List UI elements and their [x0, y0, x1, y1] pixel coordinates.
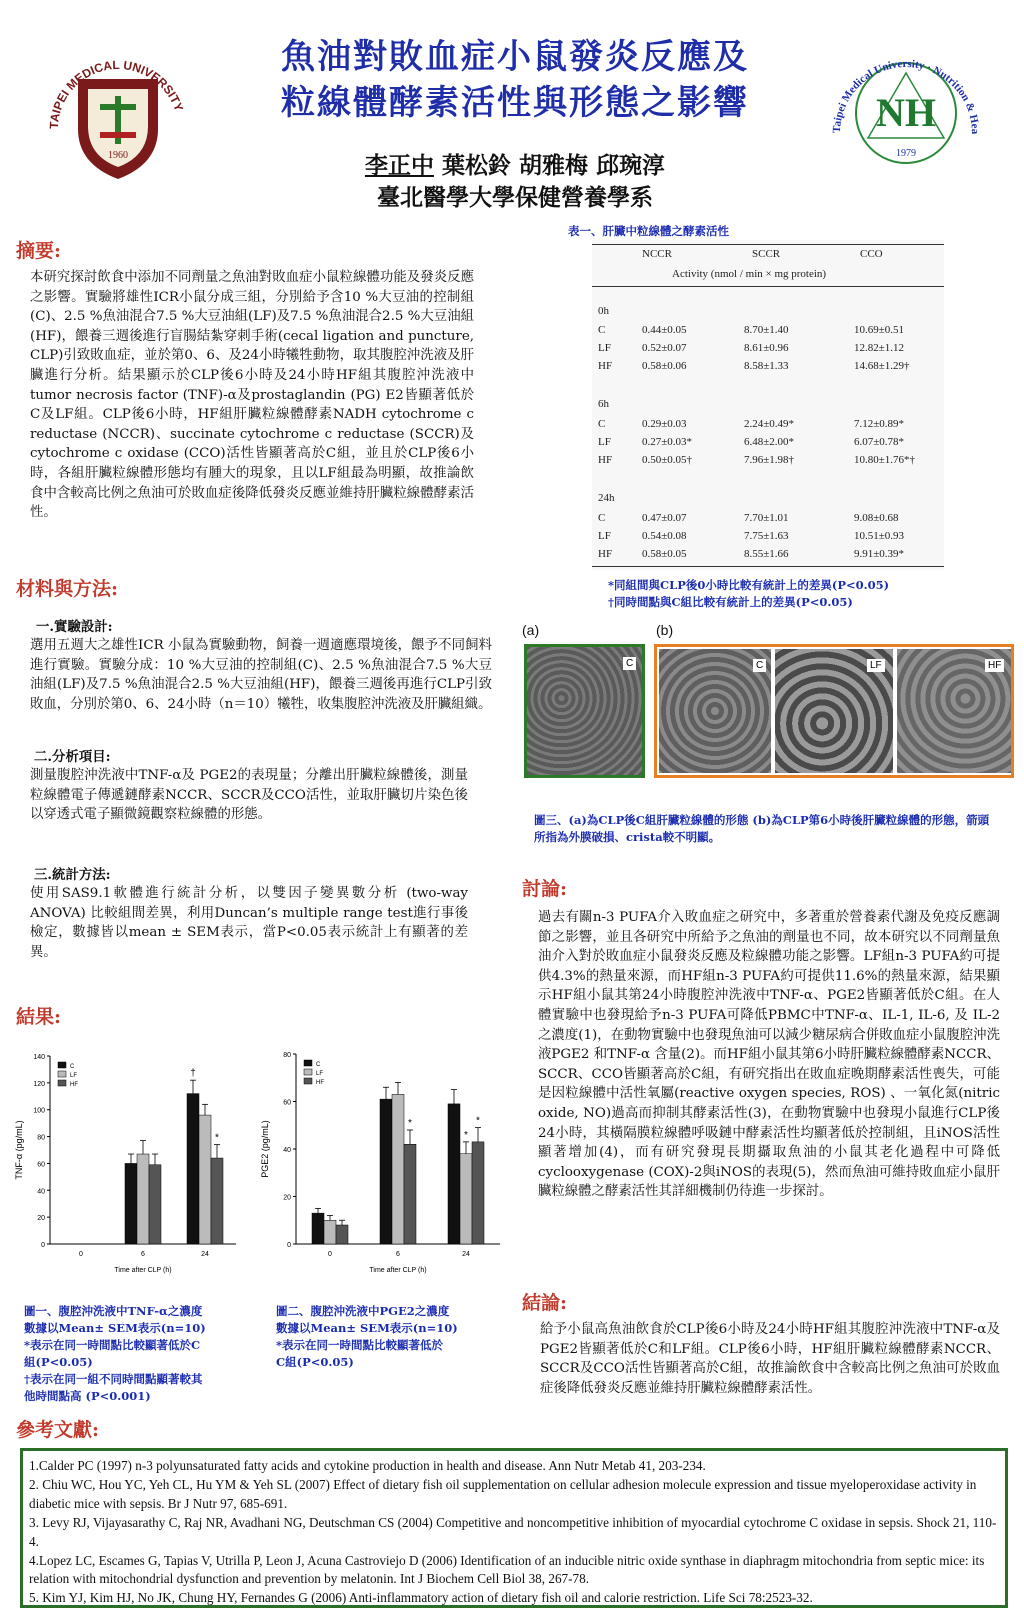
bar-c	[380, 1099, 392, 1244]
col-header: CCO	[860, 248, 883, 260]
references-heading: 參考文獻:	[16, 1419, 100, 1441]
results-heading: 結果:	[16, 1006, 62, 1028]
fig1-caption-line: †表示在同一組不同時間點顯著較其	[24, 1372, 203, 1386]
legend-swatch	[58, 1080, 66, 1086]
x-tick-label: 24	[201, 1251, 209, 1258]
bar-c	[448, 1104, 460, 1244]
fig3-label-a: (a)	[522, 622, 540, 638]
nh-logo	[826, 38, 986, 188]
significance-mark: *	[464, 1129, 468, 1141]
y-tick-label: 0	[41, 1242, 45, 1249]
y-tick-label: 120	[33, 1080, 45, 1088]
stats-title: 三.統計方法:	[34, 867, 111, 883]
title-line-2: 粒線體酵素活性與形態之影響	[281, 83, 749, 123]
fig1-caption-line: 他時間點高 (P<0.001)	[24, 1389, 151, 1403]
time-label: 24h	[598, 492, 615, 504]
panel-tag: LF	[867, 659, 885, 672]
table1-caption: 表一、肝臟中粒線體之酵素活性	[568, 224, 729, 238]
row-label: C	[598, 512, 606, 524]
cell: 12.82±1.12	[854, 342, 905, 354]
conclusion-text: 給予小鼠高魚油飲食於CLP後6小時及24小時HF組其腹腔沖洗液中TNF-α及PGE2皆顯著低於C和LF組。CLP後6小時，HF組肝臟粒線體酵素NCCR、SCCR及CCO活性皆顯著高於C組，故推論飲食中含較高比例之魚油可於敗血症後降低發炎反應並維持肝臟粒線體酵素活性。	[540, 1322, 1000, 1396]
row-label: C	[598, 418, 606, 430]
time-label: 6h	[598, 398, 609, 410]
reference-item: 3. Levy RJ, Vijayasarathy C, Raj NR, Avadhani NG, Deutschman CS (2004) Competitive and noncompetitive inhibition of myocardial cytochrome C oxidase in sepsis. Shock 21, 110-4.	[29, 1514, 997, 1549]
enzyme-table	[592, 240, 944, 570]
col-header: NCCR	[642, 248, 672, 260]
legend-swatch	[304, 1078, 312, 1084]
affiliation: 臺北醫學大學保健營養學系	[377, 184, 653, 211]
row-label: LF	[598, 436, 611, 448]
fig1-caption-line: 圖一、腹腔沖洗液中TNF-α之濃度	[24, 1304, 203, 1318]
em-image-hf-6h	[897, 649, 1011, 773]
cell: 0.47±0.07	[642, 512, 687, 524]
cell: 7.12±0.89*	[854, 418, 905, 430]
cell: 14.68±1.29†	[854, 360, 910, 372]
references-box	[20, 1448, 1008, 1608]
y-tick-label: 60	[283, 1099, 291, 1107]
row-label: LF	[598, 342, 611, 354]
panel-tag: C	[623, 657, 636, 670]
bar-lf	[137, 1154, 149, 1244]
methods-heading: 材料與方法:	[16, 578, 119, 600]
cell: 0.54±0.08	[642, 530, 687, 542]
cell: 10.80±1.76*†	[854, 454, 916, 466]
panel-tag: HF	[985, 659, 1004, 672]
time-label: 0h	[598, 305, 609, 317]
fig1-caption-line: 數據以Mean± SEM表示(n=10)	[24, 1321, 206, 1335]
abstract-text: 本研究探討飲食中添加不同劑量之魚油對敗血症小鼠粒線體功能及發炎反應之影響。實驗將雄性ICR小鼠分成三組，分別給予含10 %大豆油的控制組(C)、2.5 %魚油混合7.5 %大豆油組(LF)及7.5 %魚油混合2.5 %大豆油組(HF)，餵養三週後進行盲腸結紮穿刺手術(cecal ligation and puncture, CLP)引致敗血症，並於第0、6、及24小時犧牲動物，取其腹腔沖洗液及肝臟進行分析。結果顯示於CLP後6小時及24小時HF組其腹腔沖洗液中tumor necrosis factor (TNF)-α及prostaglandin (PG) E2皆顯著低於C及LF組。CLP後6小時，HF組肝臟粒線體酵素NADH cytochrome c reductase (NCCR)、succinate cytochrome c reductase (SCCR)及cytochrome c oxidase (CCO)活性皆顯著高於C組，並且於CLP後6小時，各組肝臟粒線體形態均有腫大的現象，且以LF組最為明顯，故推論飲食中含較高比例之魚油可於敗血症後降低發炎反應並維持肝臟粒線體酵素活性。	[30, 270, 474, 521]
cell: 8.55±1.66	[744, 548, 789, 560]
legend-label: LF	[70, 1073, 78, 1079]
svg-text:1960: 1960	[108, 150, 128, 161]
bar-lf	[392, 1094, 404, 1244]
cell: 0.58±0.05	[642, 548, 687, 560]
x-tick-label: 0	[328, 1251, 332, 1258]
tnf-chart	[10, 1042, 248, 1278]
em-image-c-6h	[659, 649, 771, 773]
stats-text: 使用SAS9.1軟體進行統計分析，以雙因子變異數分析 (two-way ANOVA) 比較組間差異，利用Duncan’s multiple range test進行事後檢定，數據皆以mean ± SEM表示，當P<0.05表示統計上有顯著的差異。	[30, 886, 468, 960]
legend-swatch	[58, 1062, 66, 1068]
bar-lf	[324, 1220, 336, 1244]
bar-c	[125, 1163, 137, 1244]
panel-tag: C	[753, 659, 766, 672]
fig3-caption: 圖三、(a)為CLP後C組肝臟粒線體的形態 (b)為CLP第6小時後肝臟粒線體的形態，箭頭所指為外膜破損、crista較不明顯。	[534, 813, 990, 844]
y-tick-label: 40	[283, 1147, 291, 1154]
discussion-heading: 討論:	[522, 878, 568, 900]
y-tick-label: 20	[37, 1215, 45, 1223]
tmu-logo	[38, 34, 198, 184]
bar-hf	[336, 1225, 348, 1244]
co-authors: 葉松鈴 胡雅梅 邱琬淳	[433, 152, 666, 179]
authors	[300, 150, 730, 182]
x-axis-label: Time after CLP (h)	[369, 1267, 427, 1274]
significance-mark: *	[408, 1118, 412, 1129]
legend-label: C	[70, 1064, 75, 1070]
row-label: HF	[598, 360, 613, 372]
cell: 10.69±0.51	[854, 324, 905, 336]
y-tick-label: 140	[33, 1054, 45, 1061]
y-axis-label: PGE2 (pg/mL)	[260, 1120, 270, 1178]
bar-c	[312, 1213, 324, 1244]
analysis-text: 測量腹腔沖洗液中TNF-α及 PGE2的表現量；分離出肝臟粒線體後，測量粒線體電子傳遞鏈酵素NCCR、SCCR及CCO活性，並取肝臟切片染色後以穿透式電子顯微鏡觀察粒線體的形態。	[30, 768, 468, 823]
significance-mark: †	[190, 1068, 196, 1080]
cell: 0.29±0.03	[642, 418, 687, 430]
reference-item: 5. Kim YJ, Kim HJ, No JK, Chung HY, Fernandes G (2006) Anti-inflammatory action of dietary fish oil and calorie restriction. Life Sci 78:2523-32.	[29, 1590, 813, 1606]
x-tick-label: 6	[396, 1251, 400, 1258]
row-label: LF	[598, 530, 611, 542]
cell: 7.75±1.63	[744, 530, 789, 542]
unit-label: Activity (nmol / min × mg protein)	[672, 268, 827, 280]
legend-swatch	[304, 1060, 312, 1066]
fig2-caption-line: *表示在同一時間點比較顯著低於	[276, 1338, 444, 1352]
legend-swatch	[58, 1071, 66, 1077]
cell: 6.07±0.78*	[854, 436, 905, 448]
bar-hf	[472, 1142, 484, 1244]
conclusion-heading: 結論:	[522, 1292, 568, 1314]
y-tick-label: 20	[283, 1194, 291, 1202]
analysis-title: 二.分析項目:	[34, 749, 111, 765]
table1-note-1: *同組間與CLP後0小時比較有統計上的差異(P<0.05)	[608, 578, 890, 592]
significance-mark: *	[215, 1132, 219, 1144]
y-tick-label: 80	[37, 1134, 45, 1142]
discussion-text: 過去有關n-3 PUFA介入敗血症之研究中，多著重於營養素代謝及免疫反應調節之影響，並且各研究中所給予之魚油的劑量也不同，故本研究以不同劑量魚油介入對於敗血症小鼠發炎反應及粒線體功能之影響。LF組n-3 PUFA約可提供4.3%的熱量來源，而HF組n-3 PUFA約可提供11.6%的熱量來源，結果顯示HF組小鼠其第24小時腹腔沖洗液中TNF-α、PGE2皆顯著低於C組。在人體實驗中也發現給予n-3 PUFA可降低PBMC中TNF-α、IL-1, IL-6, 及 IL-2之濃度(1)，在動物實驗中也發現魚油可以減少糖尿病合併敗血症小鼠腹腔沖洗液PGE2 和TNF-α 含量(2)。而HF組小鼠其第6小時肝臟粒線體酵素NCCR、SCCR、CCO皆顯著高於C組，有研究指出在敗血症晚期酵素活性喪失，可能是因粒線體中活性氧屬(reactive oxygen species, ROS) 、一氧化氮(nitric oxide, NO)過高而抑制其酵素活性(3)，在動物實驗中也發現小鼠進行CLP後24小時，其橫隔膜粒線體呼吸鏈中酵素活性均顯著低於控制組，且iNOS活性顯著增加(4)，而有研究發現長期攝取魚油的小鼠其老化過程中可降低cyclooxygenase (COX)-2與iNOS的表現(5)，然而魚油可維持敗血症小鼠肝臟粒線體之酵素活性其詳細機制仍待進一步探討。	[538, 910, 1000, 1200]
cell: 6.48±2.00*	[744, 436, 795, 448]
col-header: SCCR	[752, 248, 781, 260]
first-author: 李正中	[364, 152, 434, 179]
em-image-c-0h	[524, 644, 645, 778]
pge2-chart	[256, 1040, 512, 1278]
fig2-caption-line: 圖二、腹腔沖洗液中PGE2之濃度	[276, 1304, 450, 1318]
x-tick-label: 24	[462, 1251, 470, 1258]
title-line-1: 魚油對敗血症小鼠發炎反應及	[281, 37, 749, 77]
em-image-lf-6h	[775, 649, 893, 773]
abstract-heading: 摘要:	[16, 240, 62, 262]
cell: 0.44±0.05	[642, 324, 687, 336]
legend-swatch	[304, 1069, 312, 1075]
y-tick-label: 0	[287, 1242, 291, 1249]
fig2-caption-line: C組(P<0.05)	[276, 1355, 354, 1369]
table1-note-2: †同時間點與C組比較有統計上的差異(P<0.05)	[608, 595, 853, 609]
row-label: HF	[598, 454, 613, 466]
bar-hf	[149, 1165, 161, 1244]
bar-hf	[404, 1144, 416, 1244]
reference-item: 4.Lopez LC, Escames G, Tapias V, Utrilla P, Leon J, Acuna Castroviejo D (2006) Identification of an inducible nitric oxide synthase in diaphragm mitochondria from septic mice: its relation with mitochondrial dysfunction and prevention by melatonin. Int J Biochem Cell Biol 38, 267-78.	[29, 1552, 985, 1587]
legend-label: HF	[70, 1082, 78, 1088]
poster-title	[235, 34, 795, 126]
cell: 8.58±1.33	[744, 360, 789, 372]
cell: 9.91±0.39*	[854, 548, 905, 560]
fig1-caption-line: 組(P<0.05)	[24, 1355, 93, 1369]
cell: 10.51±0.93	[854, 530, 905, 542]
y-tick-label: 60	[37, 1161, 45, 1169]
fig3-label-b: (b)	[656, 622, 674, 638]
reference-item: 1.Calder PC (1997) n-3 polyunsaturated fatty acids and cytokine production in health and disease. Ann Nutr Metab 41, 203-234.	[29, 1458, 706, 1473]
bar-lf	[460, 1154, 472, 1244]
legend-label: HF	[316, 1080, 324, 1086]
design-text: 選用五週大之雄性ICR 小鼠為實驗動物，飼養一週適應環境後，餵予不同飼料進行實驗。實驗分成：10 %大豆油的控制組(C)、2.5 %魚油混合7.5 %大豆油組(LF)及7.5 %魚油混合2.5 %大豆油組(HF)，餵養三週後再進行CLP引致敗血，分別於第0、6、24小時（n＝10）犧牲，收集腹腔沖洗液及肝臟組織。	[30, 638, 492, 712]
cell: 7.96±1.98†	[744, 454, 795, 466]
y-axis-label: TNF-α (pg/mL)	[14, 1120, 24, 1180]
x-axis-label: Time after CLP (h)	[114, 1267, 172, 1274]
cell: 8.70±1.40	[744, 324, 789, 336]
cell: 2.24±0.49*	[744, 418, 795, 430]
svg-text:NH: NH	[876, 90, 936, 135]
row-label: HF	[598, 548, 613, 560]
cell: 0.27±0.03*	[642, 436, 693, 448]
svg-text:1979: 1979	[896, 148, 916, 159]
significance-mark: *	[476, 1115, 480, 1127]
fig2-caption-line: 數據以Mean± SEM表示(n=10)	[276, 1321, 458, 1335]
design-title: 一.實驗設計:	[36, 619, 113, 635]
legend-label: C	[316, 1062, 321, 1068]
legend-label: LF	[316, 1071, 324, 1077]
y-tick-label: 40	[37, 1188, 45, 1196]
svg-text:TAIPEI MEDICAL UNIVERSITY: TAIPEI MEDICAL UNIVERSITY	[46, 57, 187, 130]
em-image-group-6h	[654, 644, 1014, 778]
reference-item: 2. Chiu WC, Hou YC, Yeh CL, Hu YM & Yeh SL (2007) Effect of dietary fish oil supplementation on cellular adhesion molecule expression and tissue myeloperoxidase activity in diabetic mice with sepsis. Br J Nutr 97, 685-691.	[29, 1476, 977, 1511]
cell: 7.70±1.01	[744, 512, 789, 524]
cell: 8.61±0.96	[744, 342, 789, 354]
x-tick-label: 0	[79, 1251, 83, 1258]
bar-c	[187, 1094, 199, 1244]
y-tick-label: 80	[283, 1052, 291, 1059]
svg-text:Taipei Medical University · Nu: Taipei Medical University · Nutrition & Hea	[830, 57, 982, 135]
bar-lf	[199, 1115, 211, 1244]
y-tick-label: 100	[33, 1107, 45, 1115]
cell: 9.08±0.68	[854, 512, 899, 524]
cell: 0.50±0.05†	[642, 454, 693, 466]
x-tick-label: 6	[141, 1251, 145, 1258]
fig1-caption-line: *表示在同一時間點比較顯著低於C	[24, 1338, 201, 1352]
cell: 0.58±0.06	[642, 360, 687, 372]
fig1-caption	[24, 1303, 249, 1405]
bar-hf	[211, 1158, 223, 1244]
cell: 0.52±0.07	[642, 342, 687, 354]
row-label: C	[598, 324, 606, 336]
fig2-caption	[276, 1303, 501, 1371]
